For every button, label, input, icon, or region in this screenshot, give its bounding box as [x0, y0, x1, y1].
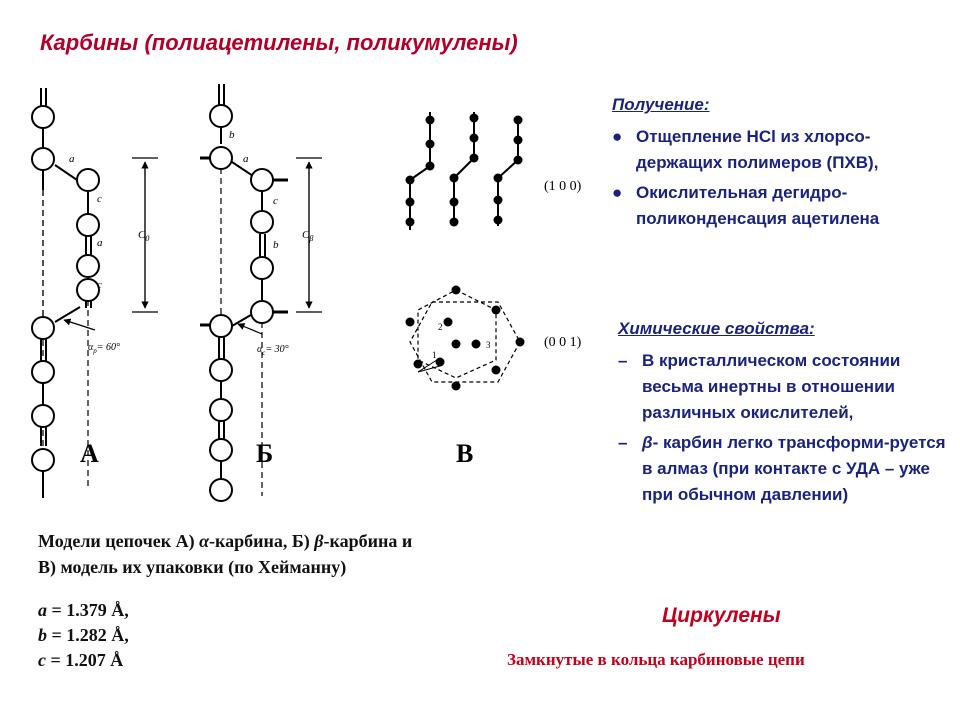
bond-label-b: b	[229, 129, 235, 141]
angle-label-alpha-p: $\alpha_p= 60^\circ$	[88, 342, 120, 355]
chemical-item: – β- карбин легко трансформи-руется в алмаз (при контакте с УДА – уже при обычном давлении)	[618, 430, 948, 508]
dash-icon: –	[618, 351, 628, 370]
panel-label-v: В	[456, 439, 474, 468]
packing-model-001	[410, 290, 520, 382]
alpha-symbol: α	[199, 531, 210, 551]
preparation-item: ● Окислительная дегидро-поликонденсация ацетилена	[612, 180, 942, 232]
site-label-1: 1	[432, 350, 437, 360]
period-label-cbeta: $C_\beta$	[302, 229, 314, 243]
bullet-icon: ●	[612, 127, 623, 146]
beta-symbol: β	[314, 531, 324, 551]
plane-label-100: (1 0 0)	[544, 179, 582, 194]
preparation-section	[612, 92, 942, 236]
circulenes-title: Циркулены	[662, 604, 781, 627]
site-label-2: 2	[438, 322, 443, 332]
bond-label-c: c	[97, 193, 102, 205]
preparation-heading: Получение:	[612, 95, 710, 114]
chemical-properties-section	[618, 316, 948, 512]
carbyne-chain-models-figure	[0, 70, 600, 510]
bond-label-b: b	[273, 239, 279, 251]
bond-length-params	[38, 598, 129, 673]
packing-model-100	[410, 112, 518, 230]
circulenes-subtitle: Замкнутые в кольца карбиновые цепи	[507, 650, 805, 669]
chemical-heading: Химические свойства:	[618, 319, 815, 338]
packing-001-atoms	[406, 286, 525, 391]
bond-label-a: a	[243, 153, 249, 165]
panel-label-a: А	[80, 439, 99, 468]
angle-label-alpha-c: $\alpha_c= 30^\circ$	[257, 344, 289, 357]
site-label-3: 3	[486, 340, 491, 350]
param-a: a = 1.379 Å,	[38, 600, 129, 620]
param-c: c = 1.207 Å	[38, 650, 124, 670]
preparation-item: ● Отщепление HCl из хлорсо-держащих полимеров (ПХВ),	[612, 124, 942, 176]
period-label-c0: $C_0$	[138, 229, 150, 243]
bond-label-a: a	[69, 153, 75, 165]
dash-icon: –	[618, 433, 628, 452]
plane-label-001: (0 0 1)	[544, 335, 582, 350]
page-title: Карбины (полиацетилены, поликумулены)	[40, 30, 518, 55]
panel-label-b: Б	[256, 439, 274, 468]
alpha-carbyne-atoms	[32, 106, 99, 471]
bond-label-c: c	[273, 195, 278, 207]
bond-label-a: a	[97, 237, 103, 249]
bond-label-c: c	[97, 279, 102, 291]
bullet-icon: ●	[612, 183, 623, 202]
param-b: b = 1.282 Å,	[38, 625, 129, 645]
figure-caption: Модели цепочек А) α-карбина, Б) β-карбина и В) модель их упаковки (по Хейманну)	[38, 531, 413, 577]
chemical-item: – В кристаллическом состоянии весьма инертны в отношении различных окислителей,	[618, 348, 948, 426]
beta-symbol: β	[642, 433, 653, 452]
